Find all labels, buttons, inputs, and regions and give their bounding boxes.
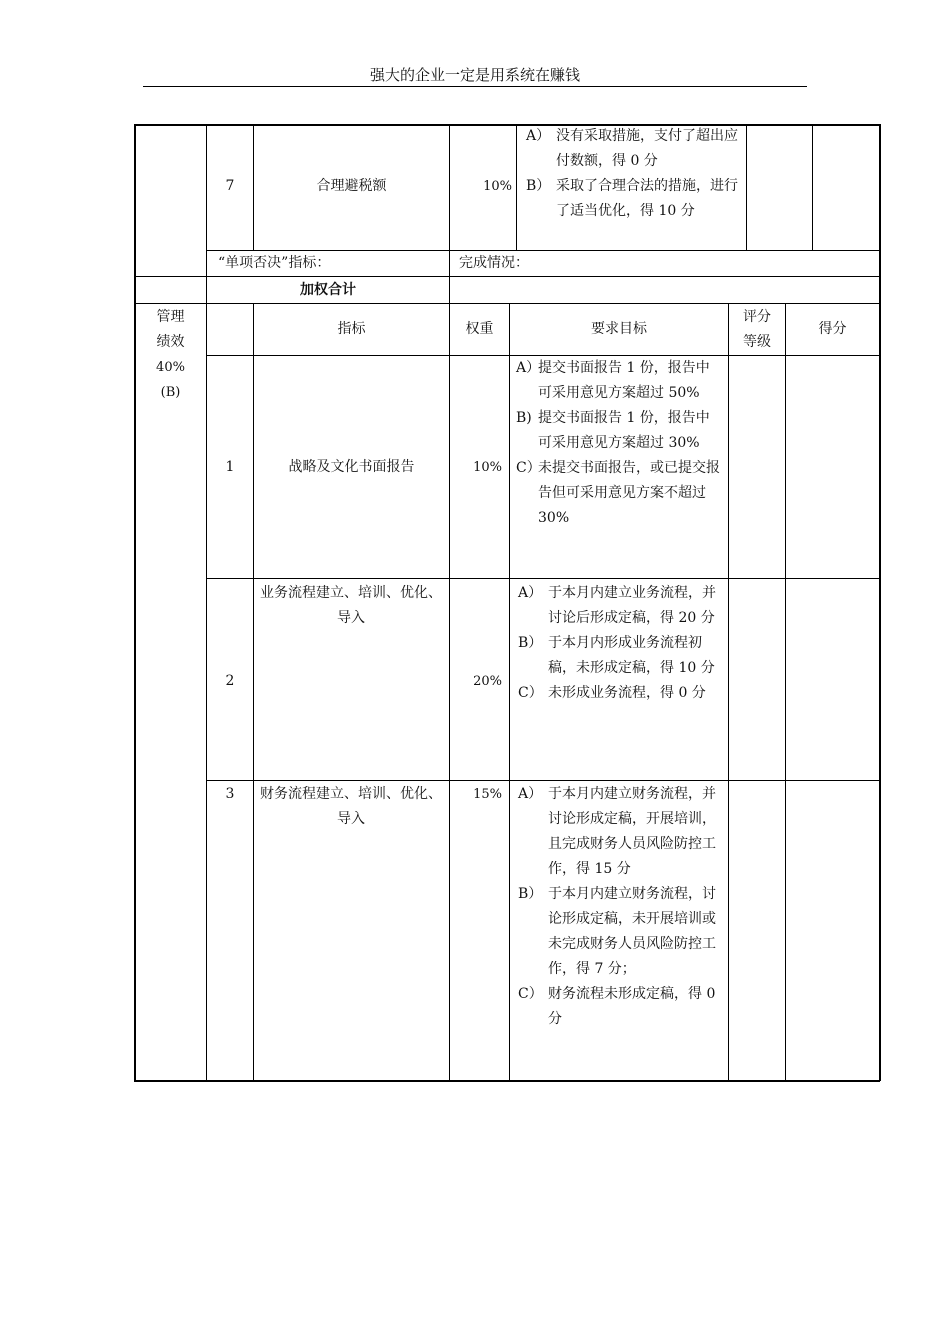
option-item [526, 174, 742, 224]
option-tag: B） [526, 178, 551, 194]
row-line [206, 780, 880, 781]
option-tag: B) [516, 410, 532, 426]
category-line: 管理 [156, 309, 185, 325]
row-2-target [518, 581, 722, 706]
option-item [518, 982, 722, 1032]
option-text: 于本月内建立业务流程，并讨论后形成定稿，得 20 分 [548, 585, 716, 626]
row-3-indicator: 财务流程建立、培训、优化、导入 [260, 786, 442, 827]
option-item [518, 782, 722, 882]
category-line: (B) [160, 385, 181, 400]
option-item [516, 406, 722, 456]
option-item [526, 124, 742, 174]
option-tag: B） [518, 886, 543, 902]
option-item [516, 456, 722, 531]
option-text: 没有采取措施，支付了超出应付数额，得 0 分 [556, 128, 738, 169]
row-1-weight: 10% [473, 460, 502, 475]
table-right-border [879, 124, 881, 1081]
row-3-number: 3 [225, 786, 235, 802]
option-item [518, 581, 722, 631]
option-tag: A） [516, 360, 541, 376]
veto-indicator-label: “单项否决”指标： [218, 255, 331, 271]
row-7-target [526, 124, 742, 224]
header-weight: 权重 [465, 321, 494, 337]
row-7-number: 7 [225, 178, 235, 194]
header-divider [143, 86, 807, 87]
page-header-title: 强大的企业一定是用系统在赚钱 [369, 66, 580, 84]
option-item [518, 631, 722, 681]
row-3-weight: 15% [473, 787, 502, 802]
row-line [206, 578, 880, 579]
row-line [134, 303, 880, 304]
col-line [509, 303, 510, 1080]
option-tag: A） [518, 786, 543, 802]
col-line [785, 303, 786, 1080]
header-indicator: 指标 [337, 321, 366, 337]
completion-status-label: 完成情况： [459, 255, 529, 271]
header-grade-line: 评分 [743, 309, 771, 325]
row-7-weight: 10% [483, 179, 512, 194]
table-bottom-border [134, 1080, 880, 1082]
row-2-weight: 20% [473, 674, 502, 689]
table-top-border [134, 124, 880, 126]
option-tag: C） [518, 986, 543, 1002]
option-tag: A） [526, 128, 551, 144]
option-text: 财务流程未形成定稿，得 0 分 [548, 986, 716, 1027]
header-grade [729, 305, 785, 355]
option-text: 未形成业务流程，得 0 分 [548, 685, 706, 701]
mgmt-category [135, 305, 206, 405]
category-line: 绩效 [156, 334, 185, 350]
col-line [516, 124, 517, 250]
row-2-number: 2 [225, 673, 235, 689]
option-text: 于本月内形成业务流程初稿，未形成定稿，得 10 分 [548, 635, 715, 676]
option-tag: C） [518, 685, 543, 701]
option-text: 提交书面报告 1 份，报告中可采用意见方案超过 50% [538, 360, 710, 401]
col-line [812, 124, 813, 250]
table-left-border [134, 124, 136, 1081]
row-1-number: 1 [225, 459, 235, 475]
header-score: 得分 [818, 321, 847, 337]
option-text: 提交书面报告 1 份，报告中可采用意见方案超过 30% [538, 410, 710, 451]
weighted-total-label: 加权合计 [300, 282, 356, 298]
row-2-indicator: 业务流程建立、培训、优化、导入 [260, 585, 442, 626]
option-tag: A） [518, 585, 543, 601]
category-line: 40% [156, 360, 185, 375]
option-item [518, 681, 722, 706]
row-3-target [518, 782, 722, 1032]
row-7-indicator: 合理避税额 [316, 178, 387, 194]
option-item [518, 882, 722, 982]
option-text: 于本月内建立财务流程，讨论形成定稿，未开展培训或未完成财务人员风险防控工作，得 7 分； [548, 886, 716, 977]
header-target: 要求目标 [591, 321, 647, 337]
row-1-target [516, 356, 722, 531]
col-line [746, 124, 747, 250]
header-grade-line: 等级 [743, 334, 771, 350]
option-text: 采取了合理合法的措施，进行了适当优化，得 10 分 [556, 178, 738, 219]
option-tag: C） [516, 460, 541, 476]
option-item [516, 356, 722, 406]
option-text: 于本月内建立财务流程，并讨论形成定稿，开展培训，且完成财务人员风险防控工作，得 15 分 [548, 786, 716, 877]
row-1-indicator: 战略及文化书面报告 [288, 459, 415, 475]
option-text: 未提交书面报告，或已提交报告但可采用意见方案不超过 30% [538, 460, 720, 526]
option-tag: B） [518, 635, 543, 651]
col-line [728, 303, 729, 1080]
row-line [134, 276, 880, 277]
col-line [253, 303, 254, 1080]
